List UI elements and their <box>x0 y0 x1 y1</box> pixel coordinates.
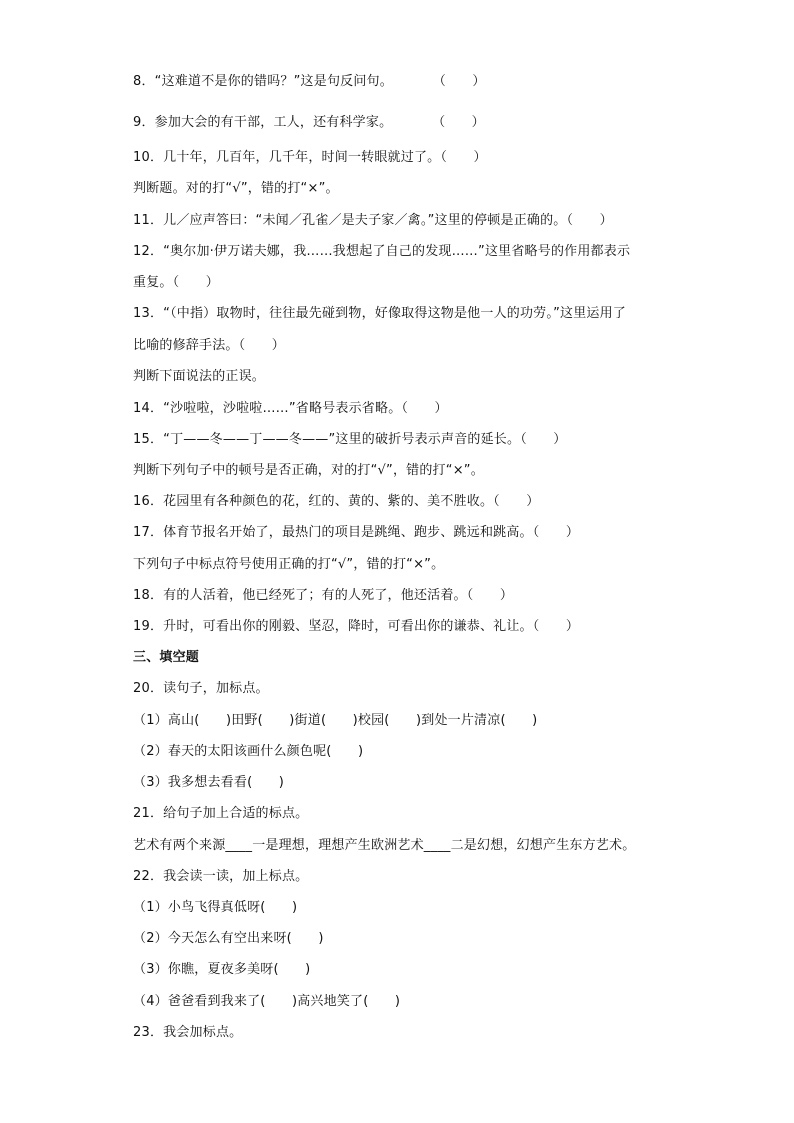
instruction: 判断下列句子中的顿号是否正确，对的打“√”，错的打“×”。 <box>133 463 484 478</box>
question-19: 19．升时，可看出你的刚毅、坚忍，降时，可看出你的谦恭、礼让。（ ） <box>133 619 580 634</box>
question-21: 21．给句子加上合适的标点。 <box>133 806 309 821</box>
question-14: 14．“沙啦啦，沙啦啦……”省略号表示省略。（ ） <box>133 401 448 416</box>
question-13: 13．“（中指）取物时，往往最先碰到物，好像取得这物是他一人的功劳。”这里运用了 <box>133 306 627 321</box>
question-16: 16．花园里有各种颜色的花，红的、黄的、紫的、美不胜收。（ ） <box>133 494 540 509</box>
question-12: 12．“奥尔加·伊万诺夫娜，我……我想起了自己的发现……”这里省略号的作用都表示 <box>133 244 631 259</box>
question-9: 9．参加大会的有干部，工人，还有科学家。 （ ） <box>133 115 485 130</box>
question-17: 17．体育节报名开始了，最热门的项目是跳绳、跑步、跳远和跳高。（ ） <box>133 525 580 540</box>
section-heading: 三、填空题 <box>133 650 200 665</box>
instruction: 判断题。对的打“√”，错的打“×”。 <box>133 181 339 196</box>
question-11: 11．儿／应声答曰：“未闻／孔雀／是夫子家／禽。”这里的停顿是正确的。（ ） <box>133 213 613 228</box>
question-23: 23．我会加标点。 <box>133 1025 243 1040</box>
instruction: 判断下面说法的正误。 <box>133 369 266 384</box>
question-10: 10．几十年，几百年，几千年，时间一转眼就过了。（ ） <box>133 150 487 165</box>
question-21-sentence: 艺术有两个来源____一是理想，理想产生欧洲艺术____二是幻想，幻想产生东方艺术。 <box>133 838 636 853</box>
question-20: 20．读句子，加标点。 <box>133 681 269 696</box>
question-8: 8．“这难道不是你的错吗？”这是句反问句。 （ ） <box>133 74 486 89</box>
question-22-item-1: （1）小鸟飞得真低呀( ) <box>133 900 298 915</box>
question-22-item-4: （4）爸爸看到我来了( )高兴地笑了( ) <box>133 994 401 1009</box>
question-20-item-2: （2）春天的太阳该画什么颜色呢( ) <box>133 744 364 759</box>
question-22-item-2: （2）今天怎么有空出来呀( ) <box>133 931 324 946</box>
question-20-item-3: （3）我多想去看看( ) <box>133 775 285 790</box>
question-15: 15．“丁——冬——丁——冬——”这里的破折号表示声音的延长。（ ） <box>133 432 567 447</box>
question-12-cont: 重复。（ ） <box>133 275 219 290</box>
question-22-item-3: （3）你瞧，夏夜多美呀( ) <box>133 962 311 977</box>
instruction: 下列句子中标点符号使用正确的打“√”，错的打“×”。 <box>133 557 445 572</box>
question-13-cont: 比喻的修辞手法。（ ） <box>133 338 285 353</box>
question-18: 18．有的人活着，他已经死了；有的人死了，他还活着。（ ） <box>133 588 514 603</box>
question-20-item-1: （1）高山( )田野( )街道( )校园( )到处一片清凉( ) <box>133 713 538 728</box>
question-22: 22．我会读一读，加上标点。 <box>133 869 309 884</box>
